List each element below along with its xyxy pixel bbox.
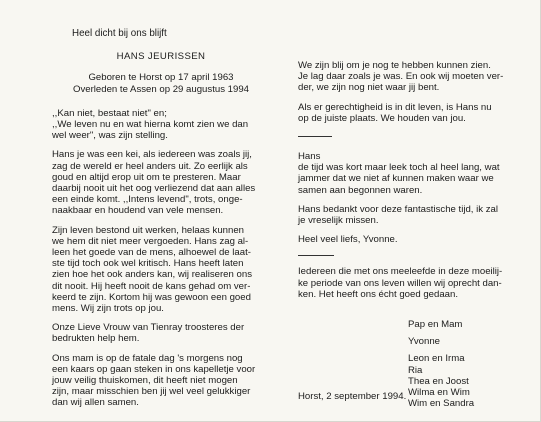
death-line: Overleden te Assen op 29 augustus 1994 <box>72 83 249 95</box>
text-line: ke periode van ons leven willen wij oprecht dan- <box>298 277 502 289</box>
text-line: mens. Wij zijn trots op jou. <box>52 303 164 315</box>
text-line: zien hoe het ook anders kan, wij realiseren ons <box>52 269 252 281</box>
right-column <box>298 60 516 300</box>
text-line: een einde komt. ,,Intens levend", trots, onge- <box>52 194 243 206</box>
paragraph-kei <box>52 149 270 216</box>
text-line: ste tijd toch ook wel kritisch. Hans heeft laten <box>52 258 244 270</box>
birth-line: Geboren te Horst op 17 april 1963 <box>88 72 234 84</box>
intro-line: Heel dicht bij ons blijft <box>72 28 167 39</box>
text-line: jammer dat we niet af kunnen maken waar we <box>298 173 494 185</box>
signature-yvonne <box>298 234 516 245</box>
text-line: Je lag daar zoals je was. En ook wij moeten ver- <box>298 71 504 83</box>
paragraph-dankwoord <box>298 266 516 300</box>
left-column <box>52 28 270 409</box>
text-line: je vreselijk missen. <box>298 215 379 227</box>
text-line: keerd te zijn. Kortom hij was gewoon een goed <box>52 291 251 303</box>
divider-line <box>298 255 334 256</box>
text-line: ,,We leven nu en wat hierna komt zien we dan <box>52 119 249 131</box>
text-line: jouw veilig thuiskomen, dit heeft niet mogen <box>52 375 238 387</box>
text-line: Hans <box>298 151 321 163</box>
text-line: We zijn blij om je nog te hebben kunnen zien. <box>298 60 491 71</box>
deceased-name: HANS JEURISSEN <box>116 51 206 63</box>
text-line: Hans je was een kei, als iedereen was zoals jij, <box>52 149 252 161</box>
paragraph-bedankt <box>298 204 516 226</box>
text-line: de tijd was kort maar leek toch al heel lang, wat <box>298 162 500 174</box>
paragraph-gerechtigheid <box>298 102 516 124</box>
paragraph-werken <box>52 225 270 315</box>
text-line: Als er gerechtigheid is in dit leven, is Hans nu <box>298 101 492 113</box>
signer: Wim en Sandra <box>408 398 475 410</box>
text-line: op de juiste plaats. We houden van jou. <box>298 112 466 124</box>
text-line: naakbaar en houdend van vele mensen. <box>52 205 224 217</box>
text-line: samen aan begonnen waren. <box>298 184 423 196</box>
text-line: een kaars op gaan steken in ons kapelletje voor <box>52 363 256 375</box>
text-line: zag de wereld er heel anders uit. Zo eerlijk als <box>52 160 248 172</box>
text-line: ken. Het heeft ons écht goed gedaan. <box>298 288 459 300</box>
text-line: daarbij nooit uit het oog verliezend dat aan alles <box>52 183 256 195</box>
text-line: goud en altijd erop uit om te presteren. Maar <box>52 171 241 183</box>
text-line: Onze Lieve Vrouw van Tienray troosteres der <box>52 322 245 334</box>
signer: Pap en Mam <box>408 319 463 330</box>
family-signers <box>408 319 474 409</box>
divider-line <box>298 136 332 137</box>
paragraph-kaars <box>52 353 270 409</box>
text-line: ,,Kan niet, bestaat niet" en; <box>52 107 167 119</box>
signer: Thea en Joost <box>408 375 469 387</box>
life-dates <box>52 72 270 94</box>
paragraph-blij <box>298 60 516 94</box>
signer: Leon en Irma <box>408 353 465 365</box>
paragraph-hans-tijd <box>298 151 516 196</box>
text-line: Ons mam is op de fatale dag 's morgens nog <box>52 352 243 364</box>
text-line: wel weer", was zijn stelling. <box>52 130 168 142</box>
text-line: bedrukten help hem. <box>52 333 140 345</box>
text-line: Iedereen die met ons meeleefde in deze moeilij- <box>298 266 503 278</box>
text-line: zijn, maar misschien ben jij wel veel gelukkiger <box>52 386 251 398</box>
signer: Yvonne <box>408 336 441 348</box>
text-line: Zijn leven bestond uit werken, helaas kunnen <box>52 224 244 236</box>
paragraph-prayer <box>52 322 270 344</box>
quote-paragraph <box>52 108 270 142</box>
text-line: dan wij allen samen. <box>52 397 139 409</box>
text-line: der, we zijn nog niet waar jij bent. <box>298 82 440 94</box>
text-line: Hans bedankt voor deze fantastische tijd, ik zal <box>298 203 498 215</box>
place-date: Horst, 2 september 1994. <box>298 391 407 402</box>
signer: Ria <box>408 364 423 376</box>
text-line: we hem dit niet meer vergoeden. Hans zag al- <box>52 235 249 247</box>
text-line: dit nooit. Hij heeft nooit de kans gehad om ver- <box>52 280 251 292</box>
text-line: Heel veel liefs, Yvonne. <box>298 234 398 246</box>
signer: Wilma en Wim <box>408 387 470 399</box>
text-line: leen het goede van de mens, alhoewel de laat- <box>52 247 251 259</box>
